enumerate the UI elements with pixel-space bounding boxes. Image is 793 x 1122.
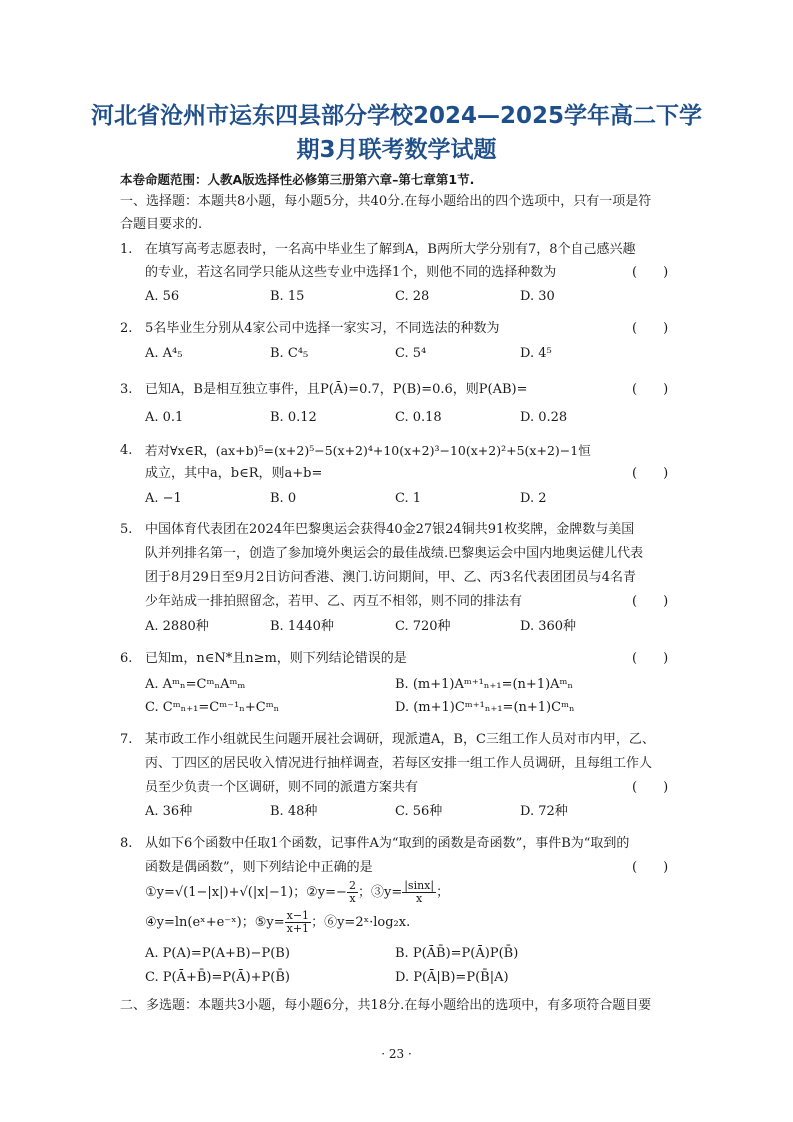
q6-option-c: C. Cᵐₙ₊₁=Cᵐ⁻¹ₙ+Cᵐₙ — [145, 700, 280, 715]
q8-text-line-2: 函数是偶函数”，则下列结论中正确的是 — [145, 860, 373, 875]
q3-option-a: A. 0.1 — [145, 410, 184, 425]
q8-function-2-fraction — [347, 880, 358, 905]
q6-text-line-1: 已知m，n∈N*且n≥m，则下列结论错误的是 — [145, 651, 407, 666]
q3-option-b: B. 0.12 — [270, 410, 317, 425]
q2-option-a: A. A⁴₅ — [145, 346, 183, 361]
q1-option-c: C. 28 — [395, 289, 430, 304]
q3-answer-paren: ( ) — [632, 382, 669, 397]
q7-option-d: D. 72种 — [520, 804, 568, 819]
q4-text-line-1: 若对∀x∈R，(ax+b)⁵=(x+2)⁵−5(x+2)⁴+10(x+2)³−10(x+2)²+5(x+2)−1恒 — [145, 443, 591, 458]
q4-option-b: B. 0 — [270, 491, 297, 506]
q8-function-5-suffix: ； — [311, 915, 325, 930]
q8-answer-paren: ( ) — [632, 860, 669, 875]
q3-option-c: C. 0.18 — [395, 410, 442, 425]
q2-number: 2. — [120, 321, 133, 336]
q7-answer-paren: ( ) — [632, 780, 669, 795]
q2-option-b: B. C⁴₅ — [270, 346, 309, 361]
q1-option-b: B. 15 — [270, 289, 305, 304]
exam-title-line-2: 期3月联考数学试题 — [296, 137, 497, 163]
section1-intro-line-1: 一、选择题：本题共8小题，每小题5分，共40分.在每小题给出的四个选项中，只有一项是符 — [120, 194, 652, 209]
q7-text-line-1: 某市政工作小组就民生问题开展社会调研，现派遣A，B，C三组工作人员对市内甲，乙、 — [145, 732, 655, 747]
q1-text-line-1: 在填写高考志愿表时，一名高中毕业生了解到A，B两所大学分别有7，8个自己感兴趣 — [145, 242, 636, 257]
q8-function-list-row-2 — [145, 908, 410, 938]
q8-function-2-suffix: ； — [357, 885, 371, 900]
q8-option-c: C. P(Ā+B̄)=P(Ā)+P(B̄) — [145, 970, 290, 985]
q8-function-2-denominator: x — [349, 892, 356, 905]
q4-option-d: D. 2 — [520, 491, 547, 506]
q6-option-b: B. (m+1)Aᵐ⁺¹ₙ₊₁=(n+1)Aᵐₙ — [395, 677, 574, 692]
q4-answer-paren: ( ) — [632, 466, 669, 481]
q7-option-a: A. 36种 — [145, 804, 193, 819]
q7-option-b: B. 48种 — [270, 804, 318, 819]
q8-function-3-numerator: |sinx| — [404, 879, 435, 892]
q2-text-line-1: 5名毕业生分别从4家公司中选择一家实习，不同选法的种数为 — [145, 321, 500, 336]
q1-option-d: D. 30 — [520, 289, 555, 304]
q8-option-b: B. P(ĀB̄)=P(Ā)P(B̄) — [395, 946, 519, 961]
q8-function-3-denominator: x — [416, 892, 423, 905]
q5-option-d: D. 360种 — [520, 619, 577, 634]
q8-option-d: D. P(Ā|B)=P(B̄|A) — [395, 970, 509, 985]
q8-function-3-suffix: ； — [436, 885, 450, 900]
q6-answer-paren: ( ) — [632, 651, 669, 666]
q5-number: 5. — [120, 522, 133, 537]
q1-number: 1. — [120, 242, 133, 257]
q8-function-5-fraction — [285, 910, 311, 935]
q2-option-c: C. 5⁴ — [395, 346, 427, 361]
q4-text-line-2: 成立，其中a，b∈R，则a+b= — [145, 466, 323, 481]
q6-option-d: D. (m+1)Cᵐ⁺¹ₙ₊₁=(n+1)Cᵐₙ — [395, 700, 575, 715]
q2-option-d: D. 4⁵ — [520, 346, 552, 361]
scope-note: 本卷命题范围：人教A版选择性必修第三册第六章–第七章第1节. — [120, 172, 475, 187]
q8-function-2-numerator: 2 — [348, 879, 356, 892]
q5-option-c: C. 720种 — [395, 619, 451, 634]
exam-title-line-1: 河北省沧州市运东四县部分学校2024—2025学年高二下学 — [90, 103, 703, 129]
q3-option-d: D. 0.28 — [520, 410, 568, 425]
q8-function-3-prefix: ③y= — [370, 885, 403, 900]
q8-function-5-prefix: ⑤y= — [254, 915, 285, 930]
q5-option-b: B. 1440种 — [270, 619, 334, 634]
section2-intro-line-1: 二、多选题：本题共3小题，每小题6分，共18分.在每小题给出的选项中，有多项符合题目要 — [120, 998, 652, 1013]
q7-option-c: C. 56种 — [395, 804, 443, 819]
q4-number: 4. — [120, 443, 133, 458]
q5-text-line-3: 团于8月29日至9月2日访问香港、澳门.访问期间，甲、乙、丙3名代表团团员与4名青 — [145, 570, 637, 585]
q5-answer-paren: ( ) — [632, 594, 669, 609]
q7-number: 7. — [120, 732, 133, 747]
section1-intro-line-2: 合题目要求的. — [120, 217, 203, 232]
q8-function-5-numerator: x−1 — [286, 909, 310, 922]
q8-function-6: ⑥y=2ˣ·log₂x. — [324, 915, 411, 930]
q2-answer-paren: ( ) — [632, 321, 669, 336]
q8-text-line-1: 从如下6个函数中任取1个函数，记事件A为“取到的函数是奇函数”，事件B为“取到的 — [145, 836, 630, 851]
q7-text-line-2: 丙、丁四区的居民收入情况进行抽样调查，若每区安排一组工作人员调研，且每组工作人 — [145, 756, 653, 771]
q8-number: 8. — [120, 836, 133, 851]
q8-function-4: ④y=ln(eˣ+e⁻ˣ)； — [145, 915, 255, 930]
q5-text-line-2: 队并列排名第一，创造了参加境外奥运会的最佳战绩.巴黎奥运会中国内地奥运健儿代表 — [145, 546, 644, 561]
q4-option-a: A. −1 — [145, 491, 182, 506]
q3-text-line-1: 已知A，B是相互独立事件，且P(Ā)=0.7，P(B)=0.6，则P(AB)= — [145, 382, 528, 397]
q6-number: 6. — [120, 651, 133, 666]
q8-function-5-denominator: x+1 — [286, 922, 310, 935]
page-number: · 23 · — [381, 1047, 412, 1061]
q5-text-line-1: 中国体育代表团在2024年巴黎奥运会获得40金27银24铜共91枚奖牌，金牌数与美国 — [145, 522, 635, 537]
q4-option-c: C. 1 — [395, 491, 422, 506]
q8-function-1: ①y=√(1−|x|)+√(|x|−1)； — [145, 885, 307, 900]
q5-text-line-4: 少年站成一排拍照留念，若甲、乙、丙互不相邻，则不同的排法有 — [145, 594, 523, 609]
q1-answer-paren: ( ) — [632, 265, 669, 280]
q8-function-2-prefix: ②y=− — [306, 885, 347, 900]
q5-option-a: A. 2880种 — [145, 619, 209, 634]
q1-text-line-2: 的专业，若这名同学只能从这些专业中选择1个，则他不同的选择种数为 — [145, 265, 557, 280]
q8-option-a: A. P(A)=P(A+B)−P(B) — [145, 946, 290, 961]
q8-function-list-row-1 — [145, 878, 449, 908]
q7-text-line-3: 员至少负责一个区调研，则不同的派遣方案共有 — [145, 780, 419, 795]
q1-option-a: A. 56 — [145, 289, 180, 304]
q3-number: 3. — [120, 382, 133, 397]
q6-option-a: A. Aᵐₙ=CᵐₙAᵐₘ — [145, 677, 246, 692]
q8-function-3-fraction — [402, 880, 436, 905]
